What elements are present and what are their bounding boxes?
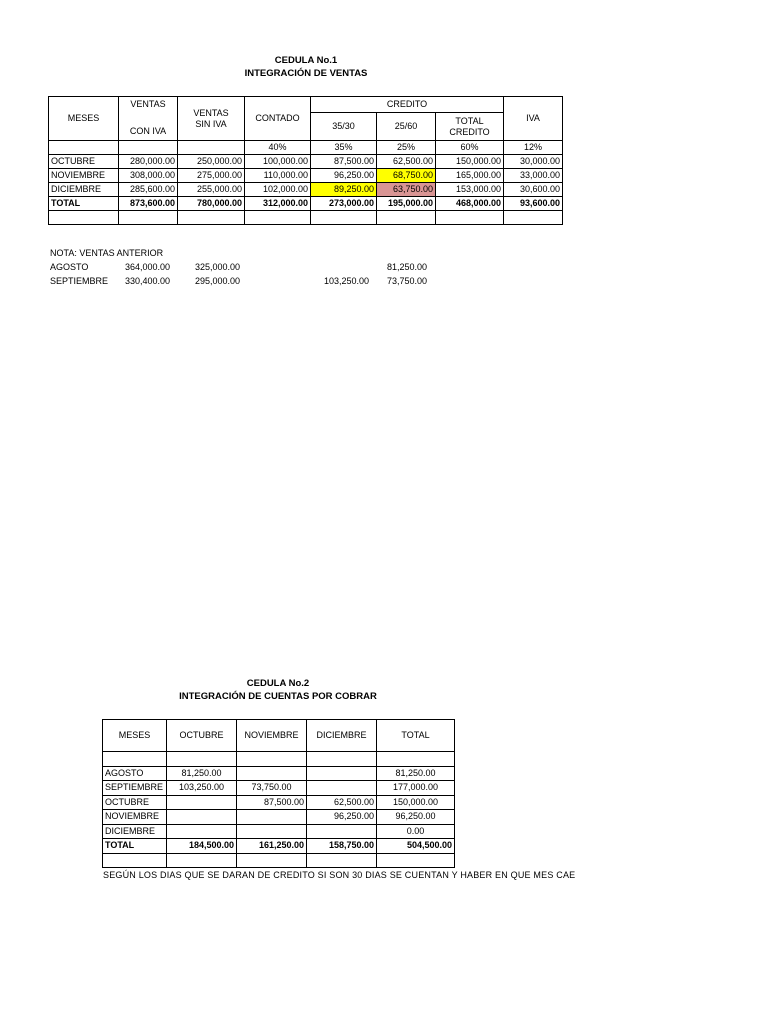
header-ventas-con-iva-top: VENTAS [119,97,178,113]
note-sin-iva: 295,000.00 [195,276,241,286]
pct-total-credito: 60% [436,141,504,155]
cell-total: 0.00 [377,824,455,839]
row-month: AGOSTO [103,766,167,781]
cell-35-30: 96,250.00 [311,169,377,183]
cell-noviembre [237,766,307,781]
header-meses: MESES [103,720,167,752]
cell-sin-iva: 255,000.00 [178,183,245,197]
cell-35-30-highlighted: 89,250.00 [311,183,377,197]
table-row [49,183,563,197]
total-row [49,197,563,211]
header-ventas-sin-iva-line1: VENTAS [193,107,229,118]
header-octubre: OCTUBRE [167,720,237,752]
cell-diciembre: 62,500.00 [307,795,377,810]
header-total-credito [436,113,504,141]
note-month: AGOSTO [50,262,89,272]
cell-empty [119,141,178,155]
cell-noviembre [237,810,307,825]
cell-sin-iva: 275,000.00 [178,169,245,183]
header-total: TOTAL [377,720,455,752]
pct-iva: 12% [504,141,563,155]
total-label: TOTAL [49,197,119,211]
total-sin-iva: 780,000.00 [178,197,245,211]
cell-contado: 100,000.00 [245,155,311,169]
total-con-iva: 873,600.00 [119,197,178,211]
cell-iva: 30,600.00 [504,183,563,197]
cell-octubre: 103,250.00 [167,781,237,796]
header-meses: MESES [49,97,119,141]
total-label: TOTAL [103,839,167,854]
header-iva: IVA [504,97,563,141]
credit-days-footnote: SEGÚN LOS DIAS QUE SE DARAN DE CREDITO SI SON 30 DIAS SE CUENTAN Y HABER EN QUE MES CAE [103,870,576,880]
cell-iva: 30,000.00 [504,155,563,169]
row-month: DICIEMBRE [49,183,119,197]
cell-35-30: 87,500.00 [311,155,377,169]
cell-con-iva: 280,000.00 [119,155,178,169]
header-credito-35-30: 35/30 [311,113,377,141]
header-ventas-sin-iva-line2: SIN IVA [195,118,227,129]
table-row [103,766,455,781]
pct-25-60: 25% [377,141,436,155]
cedula1-title: CEDULA No.1 [274,55,338,66]
cell-octubre [167,810,237,825]
cell-total-credito: 165,000.00 [436,169,504,183]
cell-total: 81,250.00 [377,766,455,781]
cell-diciembre [307,766,377,781]
empty-row [49,211,563,225]
cell-noviembre: 87,500.00 [237,795,307,810]
total-noviembre: 161,250.00 [237,839,307,854]
percentage-row [49,141,563,155]
cell-diciembre: 96,250.00 [307,810,377,825]
note-con-iva: 330,400.00 [125,276,171,286]
header-credito-25-60: 25/60 [377,113,436,141]
cell-octubre [167,824,237,839]
table-row [49,169,563,183]
cell-total: 177,000.00 [377,781,455,796]
note-sin-iva: 325,000.00 [195,262,241,272]
header-contado: CONTADO [245,97,311,141]
header-diciembre: DICIEMBRE [307,720,377,752]
sales-integration-table [48,96,563,225]
note-25-60: 73,750.00 [387,276,428,286]
empty-row [103,752,455,767]
cell-total-credito: 150,000.00 [436,155,504,169]
cell-contado: 102,000.00 [245,183,311,197]
empty-row [103,853,455,868]
row-month: OCTUBRE [49,155,119,169]
note-month: SEPTIEMBRE [50,276,109,286]
note-title: NOTA: VENTAS ANTERIOR [50,248,164,258]
cedula1-subtitle: INTEGRACIÓN DE VENTAS [244,68,368,79]
cell-iva: 33,000.00 [504,169,563,183]
cedula2-title: CEDULA No.2 [246,678,310,689]
header-total-credito-line2: CREDITO [449,126,490,137]
header-noviembre: NOVIEMBRE [237,720,307,752]
header-ventas-sin-iva [178,97,245,141]
note-25-60: 81,250.00 [387,262,428,272]
cell-sin-iva: 250,000.00 [178,155,245,169]
header-ventas-con-iva-bottom: CON IVA [119,113,178,141]
total-diciembre: 158,750.00 [307,839,377,854]
cell-noviembre [237,824,307,839]
total-contado: 312,000.00 [245,197,311,211]
note-35-30: 103,250.00 [324,276,370,286]
pct-contado: 40% [245,141,311,155]
table-row [103,810,455,825]
receivables-table [102,719,455,868]
header-row [103,720,455,752]
header-total-credito-line1: TOTAL [455,115,484,126]
cell-25-60-highlighted: 63,750.00 [377,183,436,197]
table-row [49,155,563,169]
cell-25-60-highlighted: 68,750.00 [377,169,436,183]
cell-contado: 110,000.00 [245,169,311,183]
total-25-60: 195,000.00 [377,197,436,211]
row-month: SEPTIEMBRE [103,781,167,796]
cell-total-credito: 153,000.00 [436,183,504,197]
row-month: NOVIEMBRE [103,810,167,825]
pct-35-30: 35% [311,141,377,155]
total-octubre: 184,500.00 [167,839,237,854]
cell-noviembre: 73,750.00 [237,781,307,796]
cell-total: 96,250.00 [377,810,455,825]
row-month: OCTUBRE [103,795,167,810]
row-month: DICIEMBRE [103,824,167,839]
total-iva: 93,600.00 [504,197,563,211]
header-credito: CREDITO [311,97,504,113]
cell-octubre: 81,250.00 [167,766,237,781]
table-row [103,781,455,796]
cell-octubre [167,795,237,810]
total-total-credito: 468,000.00 [436,197,504,211]
row-month: NOVIEMBRE [49,169,119,183]
cell-con-iva: 308,000.00 [119,169,178,183]
cedula2-subtitle: INTEGRACIÓN DE CUENTAS POR COBRAR [179,691,377,702]
note-con-iva: 364,000.00 [125,262,171,272]
table-row [103,795,455,810]
cell-empty [178,141,245,155]
total-row [103,839,455,854]
total-35-30: 273,000.00 [311,197,377,211]
cell-diciembre [307,824,377,839]
cell-empty [49,141,119,155]
cell-total: 150,000.00 [377,795,455,810]
cell-diciembre [307,781,377,796]
cell-con-iva: 285,600.00 [119,183,178,197]
total-total: 504,500.00 [377,839,455,854]
table-row [103,824,455,839]
cell-25-60: 62,500.00 [377,155,436,169]
